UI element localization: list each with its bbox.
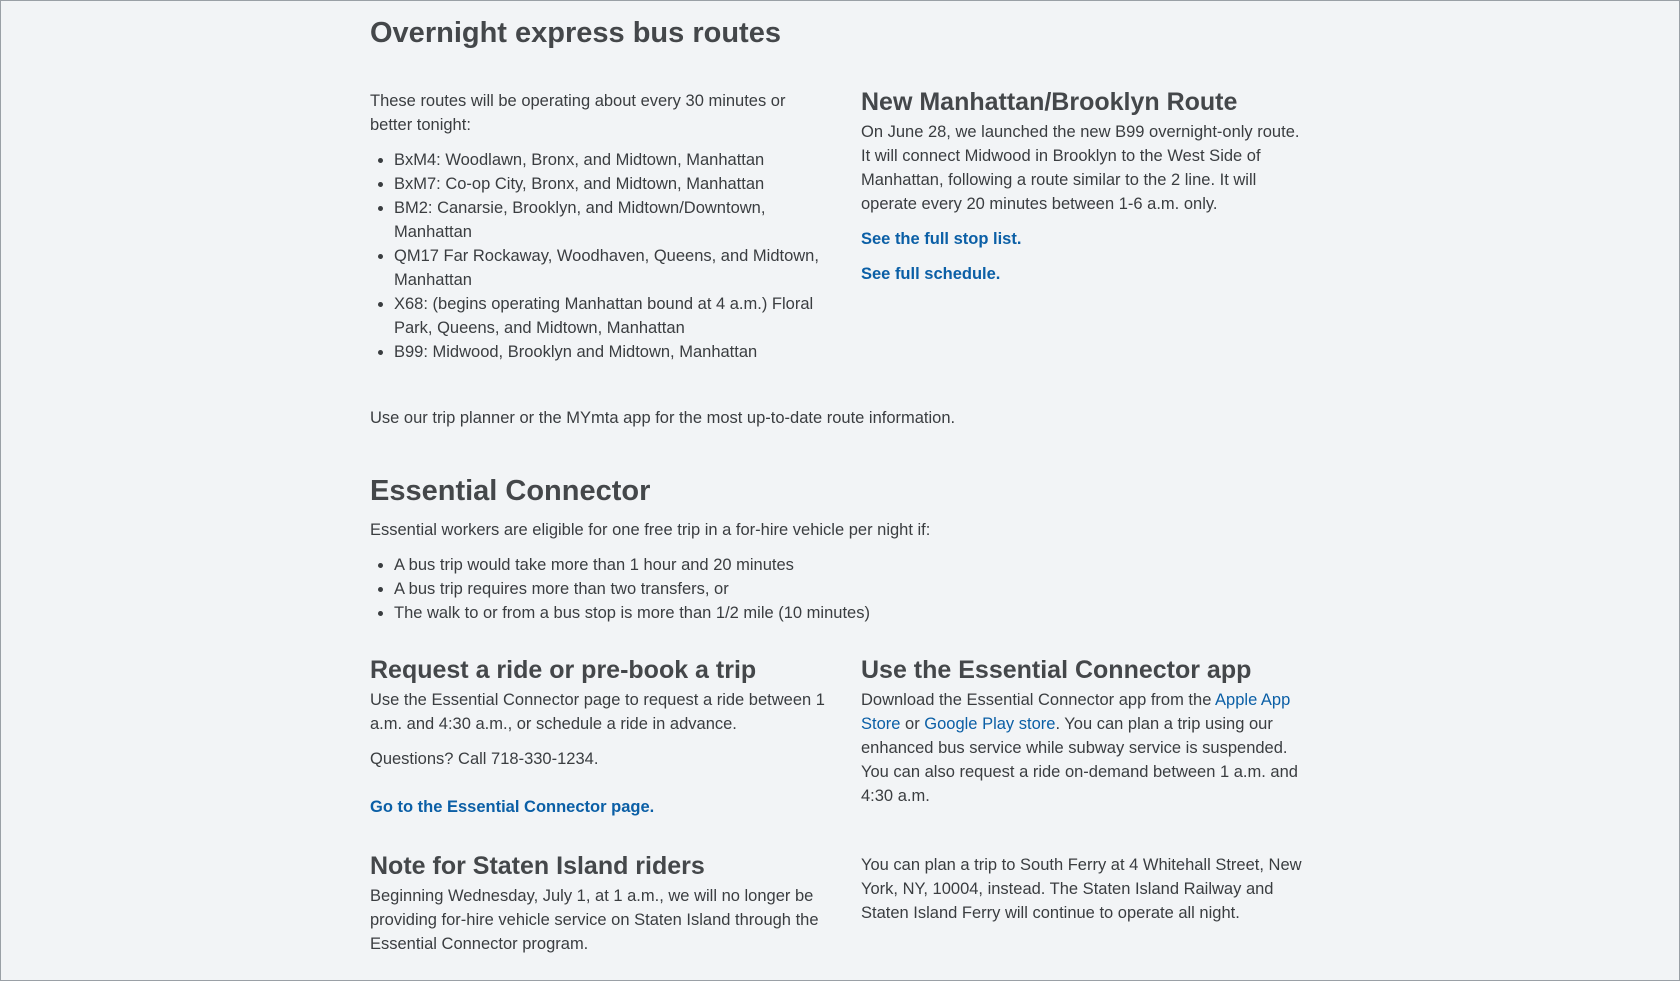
app-body: Download the Essential Connector app from the Apple App Store or Google Play store. You can plan a trip using our enhanced bus service while subway service is suspended. You can also request a ride on-demand between 1 a.m. and 4:30 a.m. bbox=[861, 691, 1298, 805]
essential-title: Essential Connector bbox=[370, 475, 651, 507]
staten-alt-section bbox=[861, 853, 1311, 925]
route-item: • B99: Midwood, Brooklyn and Midtown, Manhattan bbox=[394, 340, 830, 364]
overnight-section bbox=[370, 89, 830, 364]
overnight-intro: These routes will be operating about every 30 minutes or better tonight: bbox=[370, 92, 786, 134]
condition-item: • The walk to or from a bus stop is more than 1/2 mile (10 minutes) bbox=[394, 601, 1270, 625]
request-questions: Questions? Call 718-330-1234. bbox=[370, 750, 599, 768]
request-body: Use the Essential Connector page to request a ride between 1 a.m. and 4:30 a.m., or schedule a ride in advance. bbox=[370, 691, 825, 733]
overnight-route-list bbox=[370, 148, 830, 364]
route-item: • BxM4: Woodlawn, Bronx, and Midtown, Manhattan bbox=[394, 148, 830, 172]
route-item: • BM2: Canarsie, Brooklyn, and Midtown/Downtown, Manhattan bbox=[394, 196, 830, 244]
staten-body: Beginning Wednesday, July 1, at 1 a.m., we will no longer be providing for-hire vehicle service on Staten Island through the Essential Connector program. bbox=[370, 887, 819, 953]
google-play-store-link[interactable]: Google Play store bbox=[924, 715, 1056, 733]
route-item: • X68: (begins operating Manhattan bound at 4 a.m.) Floral Park, Queens, and Midtown, Manhattan bbox=[394, 292, 830, 340]
schedule-link[interactable]: See full schedule. bbox=[861, 265, 1001, 283]
essential-intro: Essential workers are eligible for one free trip in a for-hire vehicle per night if: bbox=[370, 521, 931, 539]
staten-alt: You can plan a trip to South Ferry at 4 Whitehall Street, New York, NY, 10004, instead. The Staten Island Railway and Staten Island Ferry will continue to operate all night. bbox=[861, 856, 1302, 922]
app-section bbox=[861, 656, 1311, 808]
app-title: Use the Essential Connector app bbox=[861, 656, 1252, 684]
overnight-title: Overnight express bus routes bbox=[370, 17, 781, 49]
new-route-body: On June 28, we launched the new B99 overnight-only route. It will connect Midwood in Brooklyn to the West Side of Manhattan, following a route similar to the 2 line. It will operate every 20 minutes between 1-6 a.m. only. bbox=[861, 123, 1300, 213]
essential-conditions-list bbox=[370, 553, 1270, 625]
staten-title: Note for Staten Island riders bbox=[370, 852, 705, 880]
new-route-section bbox=[861, 88, 1311, 286]
route-item: • QM17 Far Rockaway, Woodhaven, Queens, and Midtown, Manhattan bbox=[394, 244, 830, 292]
condition-item: • A bus trip requires more than two transfers, or bbox=[394, 577, 1270, 601]
route-item: • BxM7: Co-op City, Bronx, and Midtown, Manhattan bbox=[394, 172, 830, 196]
staten-section bbox=[370, 852, 830, 956]
new-route-title: New Manhattan/Brooklyn Route bbox=[861, 88, 1238, 116]
apple-app-store-link[interactable]: Apple App Store bbox=[861, 691, 1291, 733]
essential-connector-page-link[interactable]: Go to the Essential Connector page. bbox=[370, 798, 655, 816]
essential-section bbox=[370, 518, 1270, 625]
overnight-footer: Use our trip planner or the MYmta app for the most up-to-date route information. bbox=[370, 409, 956, 427]
stop-list-link[interactable]: See the full stop list. bbox=[861, 230, 1022, 248]
request-title: Request a ride or pre-book a trip bbox=[370, 656, 757, 684]
condition-item: • A bus trip would take more than 1 hour and 20 minutes bbox=[394, 553, 1270, 577]
request-section bbox=[370, 656, 830, 819]
